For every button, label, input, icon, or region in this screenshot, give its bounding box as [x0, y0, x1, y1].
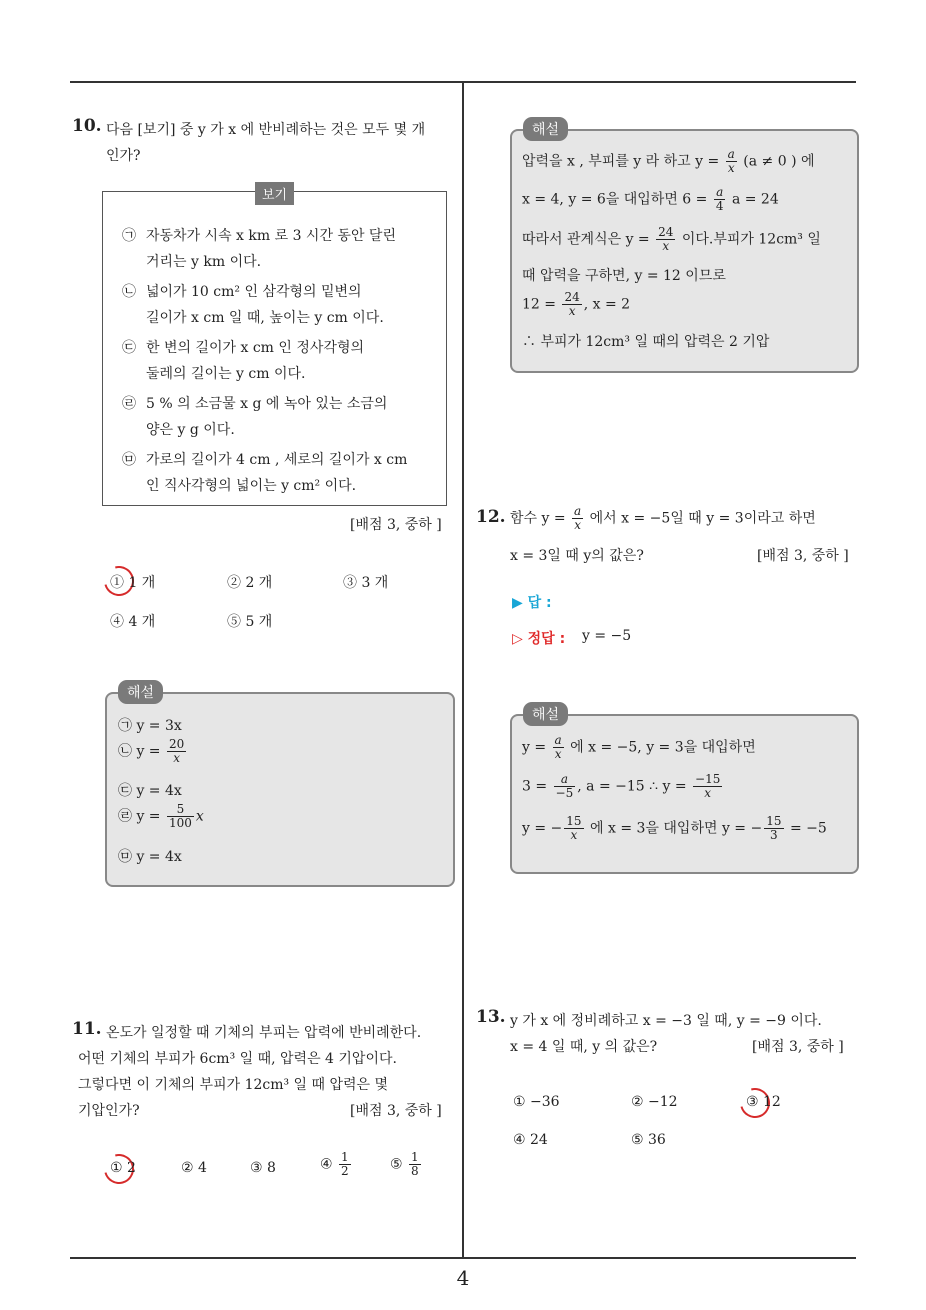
question-number: 12.	[476, 507, 506, 527]
choice-1[interactable]: ① 2	[110, 1160, 136, 1176]
solution-line: ㉤ y = 4x	[118, 849, 182, 865]
bogi-item-text: 길이가 x cm 일 때, 높이는 y cm 이다.	[146, 310, 384, 326]
bogi-item-text: 양은 y g 이다.	[146, 422, 235, 438]
question-number: 13.	[476, 1007, 506, 1027]
choice-1[interactable]: ① 1 개	[110, 575, 156, 591]
column-divider	[462, 82, 464, 1258]
solution-line: 12 = $\frac{24}{x}$ , x = 2	[522, 290, 631, 318]
bogi-item-mark: ㉣	[122, 396, 136, 412]
question-number: 10.	[72, 116, 102, 136]
solution-line: 3 = $\frac{a}{-5}$ , a = −15 ∴ y = $\frac{-15}{x}$	[522, 772, 721, 800]
score-label: [배점 3, 중하 ]	[350, 517, 442, 533]
bogi-item-text: 거리는 y km 이다.	[146, 254, 262, 270]
solution-line: ㉣ y = $\frac{5}{100}$ x	[118, 802, 204, 830]
answer-label: ▶ 답 :	[512, 595, 552, 611]
score-label: [배점 3, 중하 ]	[752, 1039, 844, 1055]
solution-label: 해설	[523, 117, 568, 141]
question-text: 기압인가?	[78, 1103, 140, 1119]
bogi-item-text: 인 직사각형의 넓이는 y cm² 이다.	[146, 478, 357, 494]
choice-2[interactable]: ② −12	[631, 1094, 678, 1110]
question-text: 온도가 일정할 때 기체의 부피는 압력에 반비례한다.	[106, 1025, 422, 1041]
choice-1[interactable]: ① −36	[513, 1094, 560, 1110]
choice-3[interactable]: ③ 3 개	[343, 575, 389, 591]
solution-label: 해설	[523, 702, 568, 726]
bogi-item-text: 자동차가 시속 x km 로 3 시간 동안 달린	[146, 228, 396, 244]
question-text: 그렇다면 이 기체의 부피가 12cm³ 일 때 압력은 몇	[78, 1077, 389, 1093]
solution-line: 때 압력을 구하면, y = 12 이므로	[522, 268, 726, 284]
question-text: y 가 x 에 정비례하고 x = −3 일 때, y = −9 이다.	[510, 1013, 822, 1029]
solution-line: ㉢ y = 4x	[118, 783, 182, 799]
correct-answer-label: ▷ 정답 :	[512, 631, 566, 647]
choice-5[interactable]: ⑤ 36	[631, 1132, 666, 1148]
score-label: [배점 3, 중하 ]	[350, 1103, 442, 1119]
choice-4[interactable]: ④ $\frac{1}{2}$	[320, 1150, 349, 1178]
bottom-rule	[70, 1257, 856, 1259]
solution-line: ㉠ y = 3x	[118, 718, 182, 734]
bogi-item-mark: ㉠	[122, 228, 136, 244]
solution-line: 압력을 x , 부피를 y 라 하고 y = $\frac{a}{x}$ (a ≠ 0 ) 에	[522, 147, 815, 175]
choice-2[interactable]: ② 2 개	[227, 575, 273, 591]
bogi-item-text: 한 변의 길이가 x cm 인 정사각형의	[146, 340, 365, 356]
solution-line: 따라서 관계식은 y = $\frac{24}{x}$ 이다.부피가 12cm³ 일	[522, 225, 821, 253]
choice-4[interactable]: ④ 24	[513, 1132, 548, 1148]
bogi-item-text: 5 % 의 소금물 x g 에 녹아 있는 소금의	[146, 396, 388, 412]
solution-line: y = − $\frac{15}{x}$ 에 x = 3을 대입하면 y = − $\frac{15}{3}$ = −5	[522, 814, 827, 842]
choice-3[interactable]: ③ 12	[746, 1094, 781, 1110]
question-text: x = 4 일 때, y 의 값은?	[510, 1039, 658, 1055]
question-text: 인가?	[106, 148, 141, 164]
bogi-item-text: 둘레의 길이는 y cm 이다.	[146, 366, 306, 382]
question-text: 다음 [보기] 중 y 가 x 에 반비례하는 것은 모두 몇 개	[106, 122, 426, 138]
choice-4[interactable]: ④ 4 개	[110, 614, 156, 630]
correct-answer-value: y = −5	[582, 628, 632, 644]
solution-line: ㉡ y = $\frac{20}{x}$	[118, 737, 185, 765]
question-text: 함수 y = $\frac{a}{x}$ 에서 x = −5일 때 y = 3이라고 하면	[510, 504, 816, 532]
solution-label: 해설	[118, 680, 163, 704]
solution-line: y = $\frac{a}{x}$ 에 x = −5, y = 3을 대입하면	[522, 733, 756, 761]
solution-line: x = 4, y = 6을 대입하면 6 = $\frac{a}{4}$ a = 24	[522, 185, 779, 213]
question-text: 어떤 기체의 부피가 6cm³ 일 때, 압력은 4 기압이다.	[78, 1051, 397, 1067]
solution-line: ∴ 부피가 12cm³ 일 때의 압력은 2 기압	[522, 334, 770, 350]
bogi-item-mark: ㉤	[122, 452, 136, 468]
bogi-item-text: 넓이가 10 cm² 인 삼각형의 밑변의	[146, 284, 362, 300]
choice-5[interactable]: ⑤ 5 개	[227, 614, 273, 630]
bogi-item-text: 가로의 길이가 4 cm , 세로의 길이가 x cm	[146, 452, 408, 468]
question-text: x = 3일 때 y의 값은?	[510, 548, 644, 564]
bogi-label: 보기	[255, 182, 294, 205]
score-label: [배점 3, 중하 ]	[757, 548, 849, 564]
bogi-item-mark: ㉢	[122, 340, 136, 356]
choice-3[interactable]: ③ 8	[250, 1160, 276, 1176]
choice-5[interactable]: ⑤ $\frac{1}{8}$	[390, 1150, 419, 1178]
choice-2[interactable]: ② 4	[181, 1160, 207, 1176]
bogi-item-mark: ㉡	[122, 284, 136, 300]
question-number: 11.	[72, 1019, 102, 1039]
page-number: 4	[456, 1266, 470, 1290]
